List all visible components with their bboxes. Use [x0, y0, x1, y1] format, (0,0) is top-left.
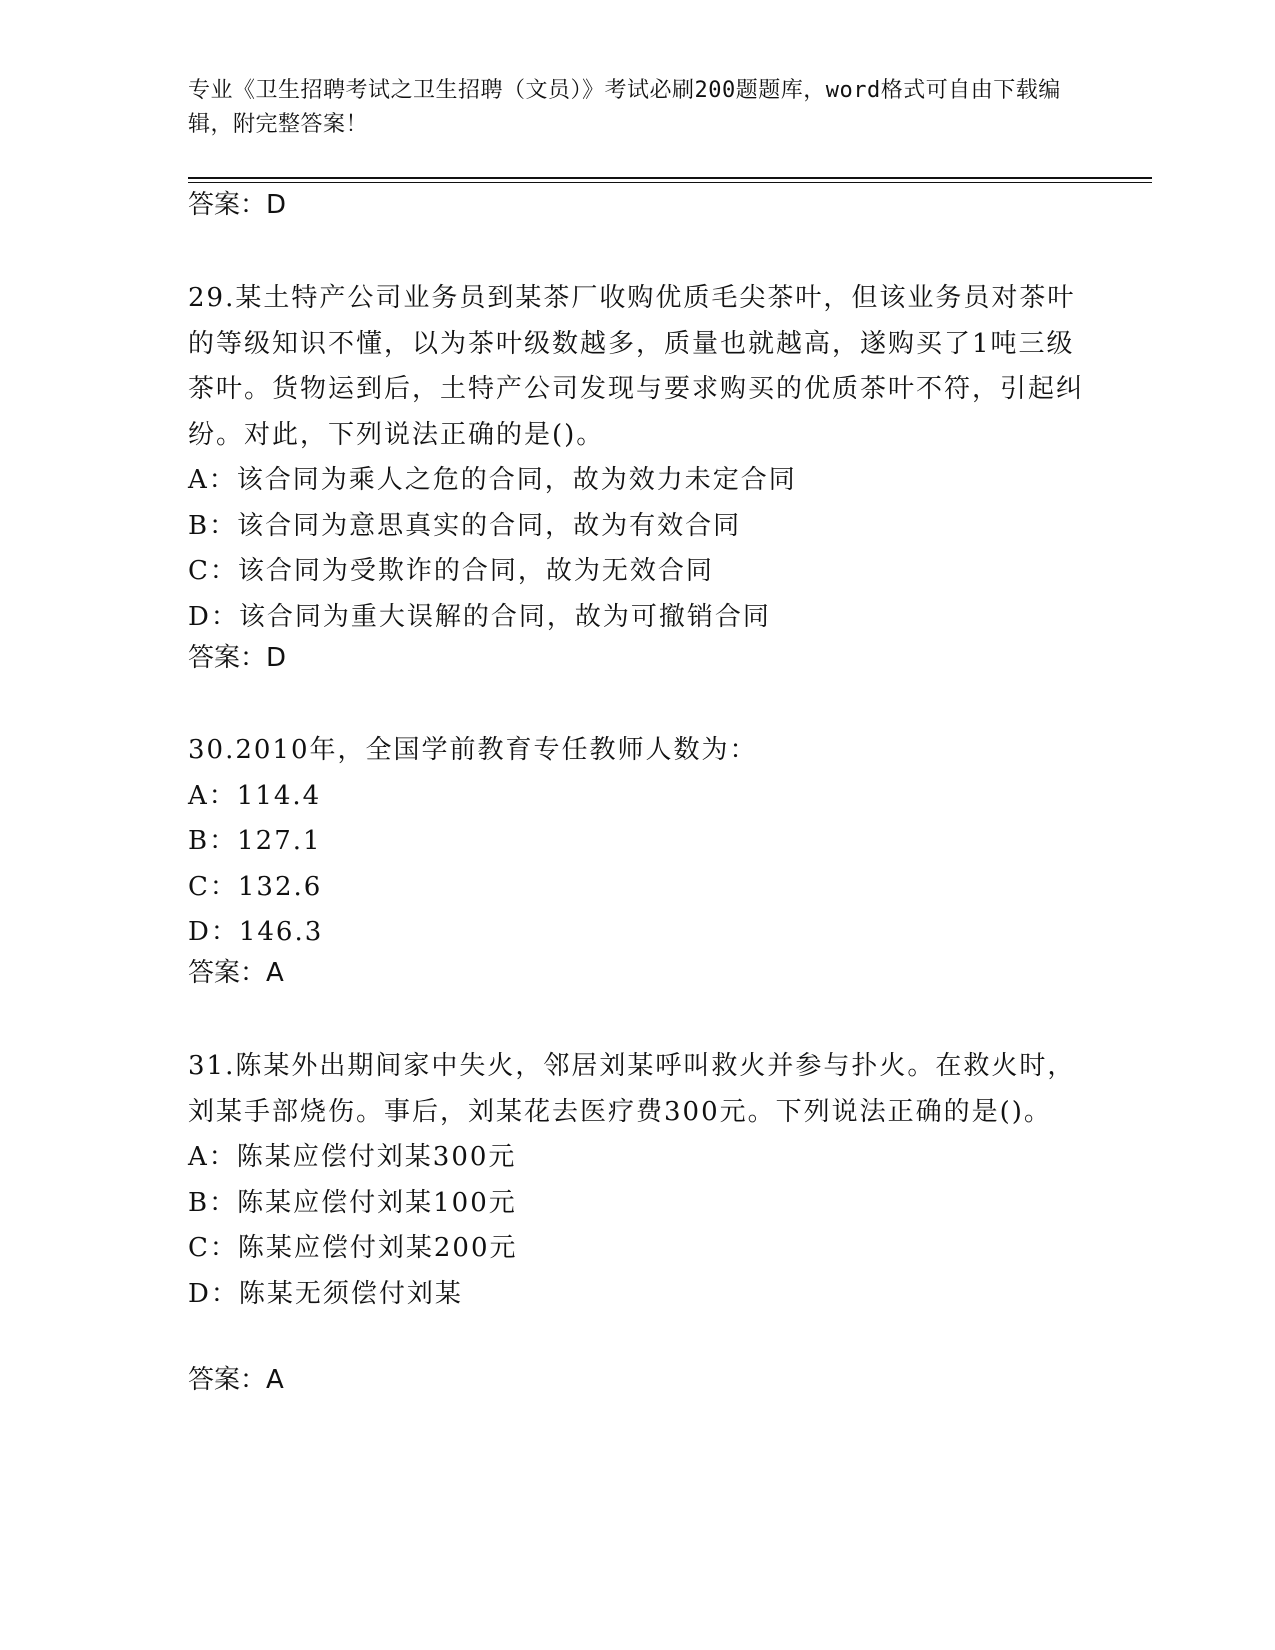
question-stem: 31.陈某外出期间家中失火，邻居刘某呼叫救火并参与扑火。在救火时，刘某手部烧伤。事后，刘某花去医疗费300元。下列说法正确的是()。 — [188, 1051, 1076, 1127]
option-a: A：该合同为乘人之危的合同，故为效力未定合同 — [188, 465, 797, 495]
answer-31: 答案：A — [188, 1365, 284, 1395]
answer-30: 答案：A — [188, 958, 284, 988]
option-c: C：132.6 — [188, 871, 323, 902]
header-rule-thin — [188, 182, 1152, 183]
question-30 — [188, 728, 1088, 956]
option-c: C：该合同为受欺诈的合同，故为无效合同 — [188, 556, 714, 586]
header-note: 专业《卫生招聘考试之卫生招聘（文员）》考试必刷200题题库，word格式可自由下载编辑，附完整答案！ — [188, 78, 1061, 137]
option-b: B：127.1 — [188, 826, 322, 856]
option-d: D：该合同为重大误解的合同，故为可撤销合同 — [188, 601, 771, 632]
option-d: D：陈某无须偿付刘某 — [188, 1278, 463, 1309]
option-b: B：陈某应偿付刘某100元 — [188, 1187, 517, 1218]
question-stem: 30.2010年，全国学前教育专任教师人数为： — [188, 735, 758, 765]
option-d: D：146.3 — [188, 917, 324, 947]
question-31 — [188, 1044, 1088, 1317]
option-a: A：114.4 — [188, 780, 322, 811]
option-b: B：该合同为意思真实的合同，故为有效合同 — [188, 510, 742, 541]
question-stem: 29.某土特产公司业务员到某茶厂收购优质毛尖茶叶，但该业务员对茶叶的等级知识不懂，以为茶叶级数越多，质量也就越高，遂购买了1吨三级茶叶。货物运到后，土特产公司发现与要求购买的优质茶叶不符，引起纠纷。对此，下列说法正确的是()。 — [188, 283, 1085, 450]
answer-29: 答案：D — [188, 643, 287, 673]
previous-answer: 答案：D — [188, 190, 287, 220]
question-29 — [188, 276, 1088, 640]
option-c: C：陈某应偿付刘某200元 — [188, 1233, 518, 1263]
option-a: A：陈某应偿付刘某300元 — [188, 1142, 517, 1172]
header-rule — [188, 177, 1152, 179]
